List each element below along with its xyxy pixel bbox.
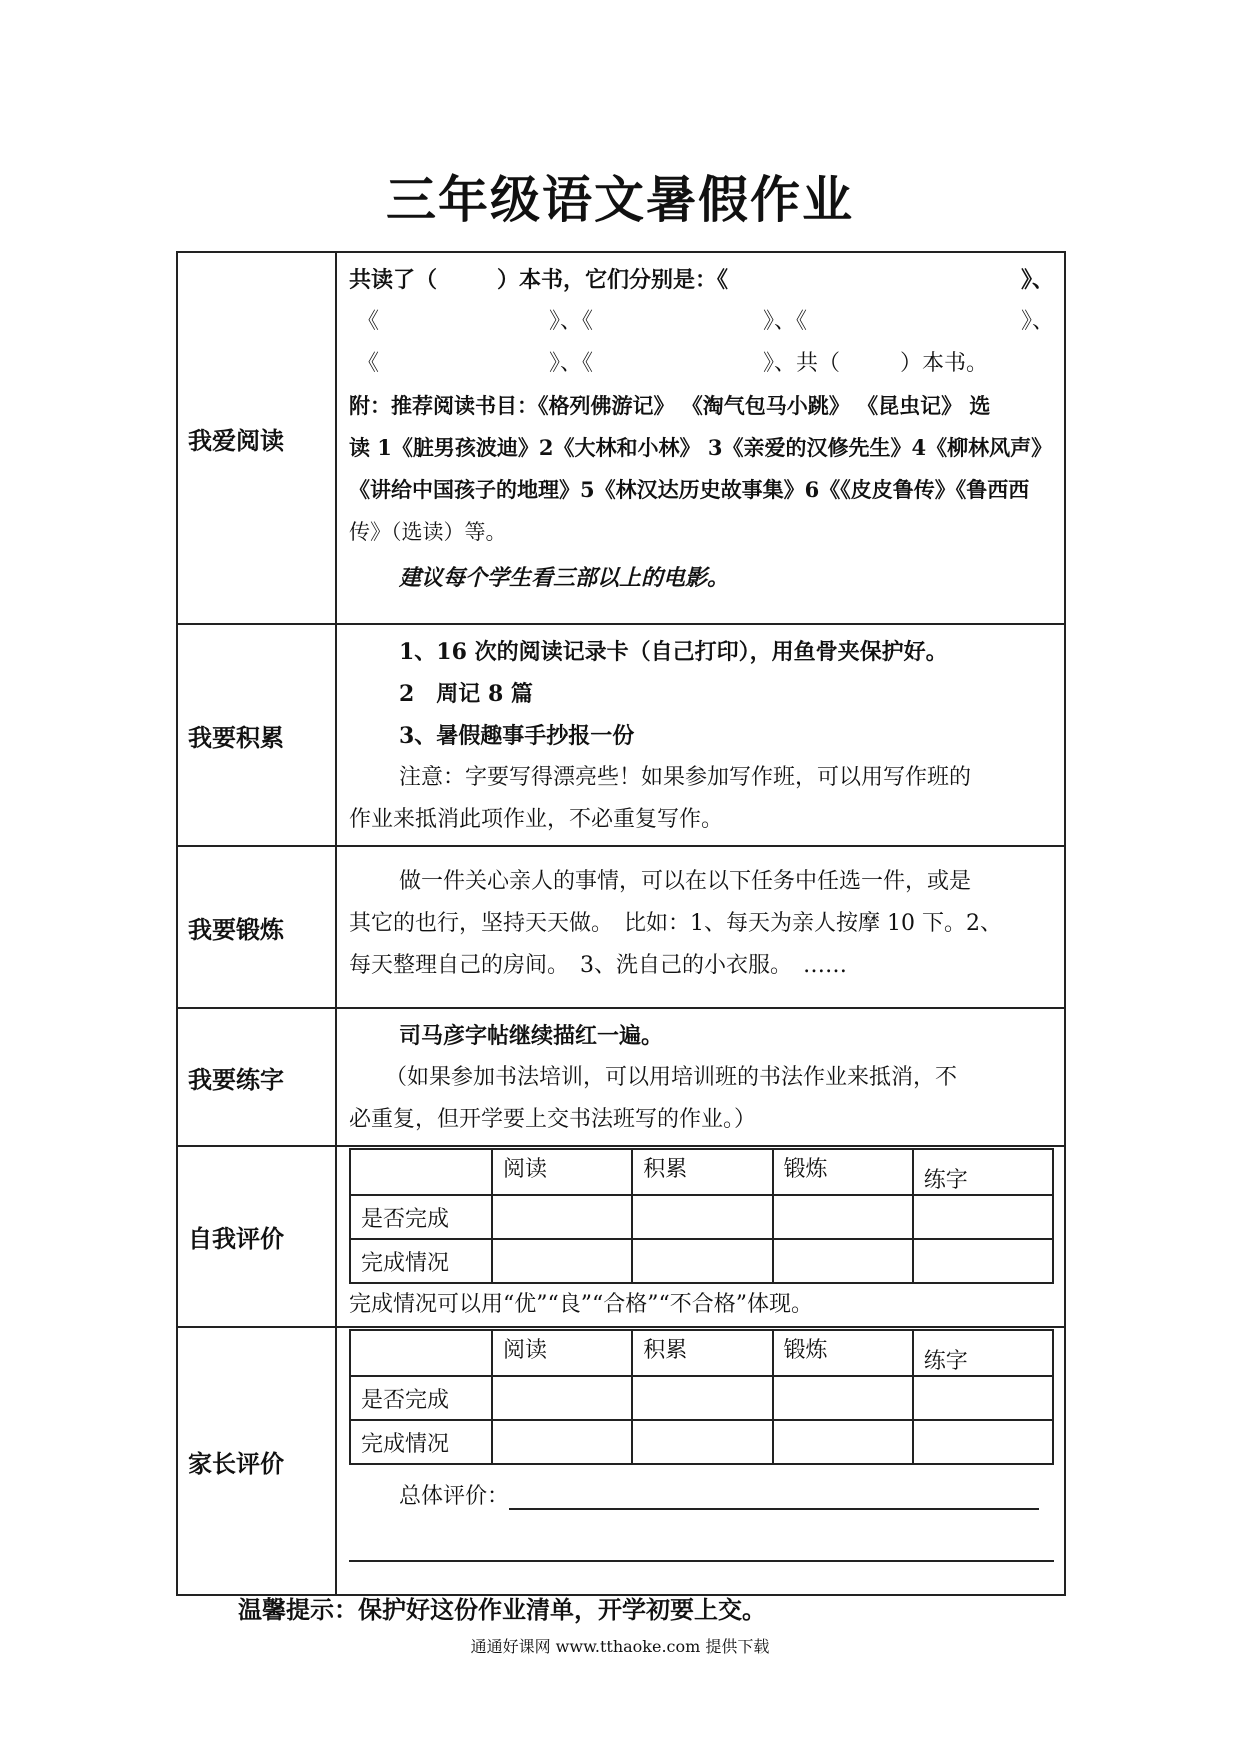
self-cell[interactable] xyxy=(632,1195,772,1239)
parent-cell[interactable] xyxy=(913,1376,1053,1420)
calligraphy-line-2: （如果参加书法培训，可以用培训班的书法作业来抵消，不 xyxy=(385,1065,958,1090)
accumulate-row xyxy=(177,624,1065,846)
recommend-line-1: 附：推荐阅读书目：《格列佛游记》 《淘气包马小跳》 《昆虫记》 选 xyxy=(349,393,991,418)
parent-col-reading: 阅读 xyxy=(492,1330,632,1376)
page-title: 三年级语文暑假作业 xyxy=(386,171,854,229)
parent-cell[interactable] xyxy=(773,1376,913,1420)
reading-row xyxy=(177,252,1065,624)
parent-cell[interactable] xyxy=(632,1420,772,1464)
recommend-line-4: 传》（选读）等。 xyxy=(349,520,507,544)
parent-eval-label: 家长评价 xyxy=(177,1327,336,1595)
overall-eval xyxy=(349,1479,1054,1510)
self-cell[interactable] xyxy=(492,1195,632,1239)
accumulate-item-3: 3、暑假趣事手抄报一份 xyxy=(399,723,635,749)
exercise-row xyxy=(177,846,1065,1008)
self-eval-label: 自我评价 xyxy=(177,1146,336,1327)
calligraphy-line-1: 司马彦字帖继续描红一遍。 xyxy=(399,1023,664,1049)
parent-eval-row xyxy=(177,1327,1065,1595)
parent-cell[interactable] xyxy=(913,1420,1053,1464)
self-col-accumulate: 积累 xyxy=(632,1149,772,1195)
overall-eval-line-2[interactable] xyxy=(349,1536,1054,1562)
self-row-status: 完成情况 xyxy=(350,1239,492,1283)
self-cell[interactable] xyxy=(632,1239,772,1283)
self-eval-row xyxy=(177,1146,1065,1327)
exercise-line-2: 其它的也行，坚持天天做。 比如：1、每天为亲人按摩 10 下。2、 xyxy=(349,911,1002,936)
accumulate-item-1: 1、16 次的阅读记录卡（自己打印），用鱼骨夹保护好。 xyxy=(399,639,948,665)
reading-line-2: 《 》、《 》、《 》、 xyxy=(357,309,1054,334)
reading-content xyxy=(336,252,1065,624)
recommend-line-3: 《讲给中国孩子的地理》5《林汉达历史故事集》6《《皮皮鲁传》《鲁西西 xyxy=(349,477,1030,502)
reading-line-1: 共读了（ ）本书，它们分别是：《 》、 xyxy=(349,267,1054,293)
homework-table xyxy=(176,251,1066,1596)
parent-col-exercise: 锻炼 xyxy=(773,1330,913,1376)
self-cell[interactable] xyxy=(773,1239,913,1283)
accumulate-note-2: 作业来抵消此项作业，不必重复写作。 xyxy=(349,807,724,832)
footer-source: 通通好课网 www.tthaoke.com 提供下载 xyxy=(470,1637,770,1656)
self-row-completed: 是否完成 xyxy=(350,1195,492,1239)
parent-cell[interactable] xyxy=(632,1376,772,1420)
parent-cell[interactable] xyxy=(492,1420,632,1464)
exercise-line-1: 做一件关心亲人的事情，可以在以下任务中任选一件，或是 xyxy=(399,869,972,894)
calligraphy-row xyxy=(177,1008,1065,1146)
self-eval-table xyxy=(349,1148,1054,1284)
reading-label: 我爱阅读 xyxy=(177,252,336,624)
parent-eval-table xyxy=(349,1329,1054,1465)
calligraphy-content xyxy=(336,1008,1065,1146)
calligraphy-label: 我要练字 xyxy=(177,1008,336,1146)
warm-tip: 温馨提示：保护好这份作业清单，开学初要上交。 xyxy=(238,1595,766,1624)
exercise-content xyxy=(336,846,1065,1008)
self-eval-note: 完成情况可以用“优”“良”“合格”“不合格”体现。 xyxy=(349,1292,813,1317)
parent-row-completed: 是否完成 xyxy=(350,1376,492,1420)
self-col-exercise: 锻炼 xyxy=(773,1149,913,1195)
accumulate-item-2: 2 周记 8 篇 xyxy=(399,681,533,707)
accumulate-content xyxy=(336,624,1065,846)
self-col-reading: 阅读 xyxy=(492,1149,632,1195)
movie-suggestion: 建议每个学生看三部以上的电影。 xyxy=(399,565,730,591)
parent-eval-content xyxy=(336,1327,1065,1595)
overall-eval-line-1[interactable] xyxy=(509,1484,1039,1510)
self-cell[interactable] xyxy=(773,1195,913,1239)
parent-cell[interactable] xyxy=(773,1420,913,1464)
overall-eval-label: 总体评价： xyxy=(399,1484,510,1509)
exercise-line-3: 每天整理自己的房间。 3、洗自己的小衣服。 …… xyxy=(349,953,847,978)
self-cell[interactable] xyxy=(913,1239,1053,1283)
accumulate-note-1: 注意：字要写得漂亮些！如果参加写作班，可以用写作班的 xyxy=(399,765,972,790)
parent-row-status: 完成情况 xyxy=(350,1420,492,1464)
self-eval-content xyxy=(336,1146,1065,1327)
self-col-calligraphy: 练字 xyxy=(913,1149,1053,1195)
reading-line-3: 《 》、《 》、共（ ）本书。 xyxy=(357,351,989,376)
parent-col-calligraphy: 练字 xyxy=(913,1330,1053,1376)
self-cell[interactable] xyxy=(913,1195,1053,1239)
self-cell[interactable] xyxy=(492,1239,632,1283)
recommend-line-2: 读 1《脏男孩波迪》2《大林和小林》 3《亲爱的汉修先生》4《柳林风声》 xyxy=(349,435,1053,460)
accumulate-label: 我要积累 xyxy=(177,624,336,846)
parent-col-accumulate: 积累 xyxy=(632,1330,772,1376)
calligraphy-line-3: 必重复，但开学要上交书法班写的作业。） xyxy=(349,1107,757,1132)
parent-cell[interactable] xyxy=(492,1376,632,1420)
exercise-label: 我要锻炼 xyxy=(177,846,336,1008)
